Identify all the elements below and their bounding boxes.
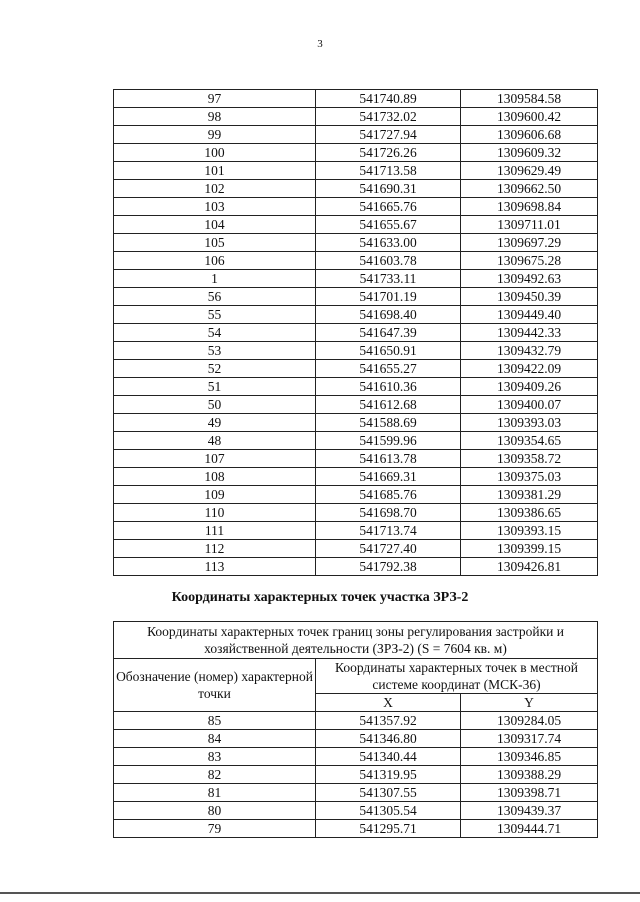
point-number-cell: 82	[114, 766, 316, 784]
table-row	[114, 712, 598, 730]
x-coordinate-cell: 541633.00	[316, 234, 461, 252]
y-coordinate-cell: 1309662.50	[461, 180, 598, 198]
y-coordinate-cell: 1309426.81	[461, 558, 598, 576]
zrz2-coordinates-table	[113, 621, 598, 838]
x-coordinate-cell: 541307.55	[316, 784, 461, 802]
point-number-cell: 49	[114, 414, 316, 432]
x-coordinate-cell: 541713.58	[316, 162, 461, 180]
point-number-cell: 103	[114, 198, 316, 216]
table-row	[114, 748, 598, 766]
x-coordinate-cell: 541665.76	[316, 198, 461, 216]
table-row	[114, 486, 598, 504]
table-row	[114, 288, 598, 306]
y-coordinate-cell: 1309609.32	[461, 144, 598, 162]
y-coordinate-cell: 1309675.28	[461, 252, 598, 270]
y-coordinate-cell: 1309442.33	[461, 324, 598, 342]
x-coordinate-cell: 541727.40	[316, 540, 461, 558]
point-number-cell: 50	[114, 396, 316, 414]
x-coordinate-cell: 541655.27	[316, 360, 461, 378]
x-coordinate-cell: 541690.31	[316, 180, 461, 198]
table-row	[114, 324, 598, 342]
x-coordinate-cell: 541647.39	[316, 324, 461, 342]
x-column-header: X	[316, 694, 461, 712]
point-number-cell: 56	[114, 288, 316, 306]
point-number-cell: 85	[114, 712, 316, 730]
table-row	[114, 432, 598, 450]
y-coordinate-cell: 1309375.03	[461, 468, 598, 486]
table-row	[114, 126, 598, 144]
table-row	[114, 396, 598, 414]
x-coordinate-cell: 541698.40	[316, 306, 461, 324]
coords-column-header: Координаты характерных точек в местной системе координат (МСК-36)	[316, 659, 598, 694]
point-number-cell: 109	[114, 486, 316, 504]
y-coordinate-cell: 1309393.03	[461, 414, 598, 432]
point-number-cell: 84	[114, 730, 316, 748]
point-number-cell: 54	[114, 324, 316, 342]
y-coordinate-cell: 1309398.71	[461, 784, 598, 802]
y-coordinate-cell: 1309439.37	[461, 802, 598, 820]
x-coordinate-cell: 541655.67	[316, 216, 461, 234]
table-row	[114, 450, 598, 468]
x-coordinate-cell: 541701.19	[316, 288, 461, 306]
point-column-header: Обозначение (номер) характерной точки	[114, 659, 316, 712]
y-coordinate-cell: 1309284.05	[461, 712, 598, 730]
point-number-cell: 81	[114, 784, 316, 802]
y-column-header: Y	[461, 694, 598, 712]
point-number-cell: 98	[114, 108, 316, 126]
x-coordinate-cell: 541613.78	[316, 450, 461, 468]
y-coordinate-cell: 1309711.01	[461, 216, 598, 234]
point-number-cell: 102	[114, 180, 316, 198]
point-number-cell: 80	[114, 802, 316, 820]
y-coordinate-cell: 1309422.09	[461, 360, 598, 378]
y-coordinate-cell: 1309317.74	[461, 730, 598, 748]
table-row	[114, 180, 598, 198]
x-coordinate-cell: 541792.38	[316, 558, 461, 576]
y-coordinate-cell: 1309584.58	[461, 90, 598, 108]
table-row	[114, 360, 598, 378]
point-number-cell: 79	[114, 820, 316, 838]
table-row	[114, 378, 598, 396]
x-coordinate-cell: 541599.96	[316, 432, 461, 450]
point-number-cell: 53	[114, 342, 316, 360]
y-coordinate-cell: 1309400.07	[461, 396, 598, 414]
x-coordinate-cell: 541727.94	[316, 126, 461, 144]
x-coordinate-cell: 541603.78	[316, 252, 461, 270]
x-coordinate-cell: 541340.44	[316, 748, 461, 766]
y-coordinate-cell: 1309444.71	[461, 820, 598, 838]
point-number-cell: 83	[114, 748, 316, 766]
x-coordinate-cell: 541295.71	[316, 820, 461, 838]
y-coordinate-cell: 1309492.63	[461, 270, 598, 288]
x-coordinate-cell: 541610.36	[316, 378, 461, 396]
x-coordinate-cell: 541319.95	[316, 766, 461, 784]
table-row	[114, 144, 598, 162]
y-coordinate-cell: 1309450.39	[461, 288, 598, 306]
table-row	[114, 162, 598, 180]
table-row	[114, 784, 598, 802]
x-coordinate-cell: 541713.74	[316, 522, 461, 540]
table-row	[114, 198, 598, 216]
y-coordinate-cell: 1309449.40	[461, 306, 598, 324]
x-coordinate-cell: 541588.69	[316, 414, 461, 432]
point-number-cell: 104	[114, 216, 316, 234]
y-coordinate-cell: 1309354.65	[461, 432, 598, 450]
table-row	[114, 414, 598, 432]
x-coordinate-cell: 541740.89	[316, 90, 461, 108]
y-coordinate-cell: 1309629.49	[461, 162, 598, 180]
x-coordinate-cell: 541357.92	[316, 712, 461, 730]
x-coordinate-cell: 541650.91	[316, 342, 461, 360]
x-coordinate-cell: 541698.70	[316, 504, 461, 522]
point-number-cell: 51	[114, 378, 316, 396]
point-number-cell: 110	[114, 504, 316, 522]
point-number-cell: 52	[114, 360, 316, 378]
table-row	[114, 90, 598, 108]
x-coordinate-cell: 541726.26	[316, 144, 461, 162]
table-row	[114, 306, 598, 324]
y-coordinate-cell: 1309697.29	[461, 234, 598, 252]
y-coordinate-cell: 1309358.72	[461, 450, 598, 468]
point-number-cell: 113	[114, 558, 316, 576]
coordinates-table-continued	[113, 89, 598, 576]
point-number-cell: 1	[114, 270, 316, 288]
point-number-cell: 106	[114, 252, 316, 270]
point-number-cell: 108	[114, 468, 316, 486]
y-coordinate-cell: 1309399.15	[461, 540, 598, 558]
point-number-cell: 111	[114, 522, 316, 540]
page-number: 3	[317, 38, 323, 50]
point-number-cell: 100	[114, 144, 316, 162]
x-coordinate-cell: 541685.76	[316, 486, 461, 504]
point-number-cell: 48	[114, 432, 316, 450]
x-coordinate-cell: 541346.80	[316, 730, 461, 748]
table-row	[114, 342, 598, 360]
y-coordinate-cell: 1309606.68	[461, 126, 598, 144]
x-coordinate-cell: 541612.68	[316, 396, 461, 414]
point-number-cell: 112	[114, 540, 316, 558]
table-row	[114, 766, 598, 784]
table-row	[114, 522, 598, 540]
table-row	[114, 252, 598, 270]
x-coordinate-cell: 541305.54	[316, 802, 461, 820]
y-coordinate-cell: 1309386.65	[461, 504, 598, 522]
point-number-cell: 107	[114, 450, 316, 468]
table-row	[114, 216, 598, 234]
point-number-cell: 105	[114, 234, 316, 252]
table-row	[114, 270, 598, 288]
bottom-divider	[0, 892, 640, 894]
table-row	[114, 730, 598, 748]
table-row	[114, 108, 598, 126]
table-main-header: Координаты характерных точек границ зоны регулирования застройки и хозяйственной деятельности (ЗРЗ-2) (S = 7604 кв. м)	[114, 622, 598, 659]
table-row	[114, 234, 598, 252]
y-coordinate-cell: 1309346.85	[461, 748, 598, 766]
point-number-cell: 101	[114, 162, 316, 180]
y-coordinate-cell: 1309393.15	[461, 522, 598, 540]
table-row	[114, 558, 598, 576]
y-coordinate-cell: 1309432.79	[461, 342, 598, 360]
x-coordinate-cell: 541733.11	[316, 270, 461, 288]
table-row	[114, 820, 598, 838]
table-row	[114, 504, 598, 522]
y-coordinate-cell: 1309600.42	[461, 108, 598, 126]
point-number-cell: 97	[114, 90, 316, 108]
table-row	[114, 540, 598, 558]
section-title: Координаты характерных точек участка ЗРЗ-2	[171, 590, 469, 605]
x-coordinate-cell: 541732.02	[316, 108, 461, 126]
y-coordinate-cell: 1309381.29	[461, 486, 598, 504]
y-coordinate-cell: 1309409.26	[461, 378, 598, 396]
table-row	[114, 802, 598, 820]
point-number-cell: 55	[114, 306, 316, 324]
x-coordinate-cell: 541669.31	[316, 468, 461, 486]
point-number-cell: 99	[114, 126, 316, 144]
table-row	[114, 468, 598, 486]
y-coordinate-cell: 1309698.84	[461, 198, 598, 216]
y-coordinate-cell: 1309388.29	[461, 766, 598, 784]
